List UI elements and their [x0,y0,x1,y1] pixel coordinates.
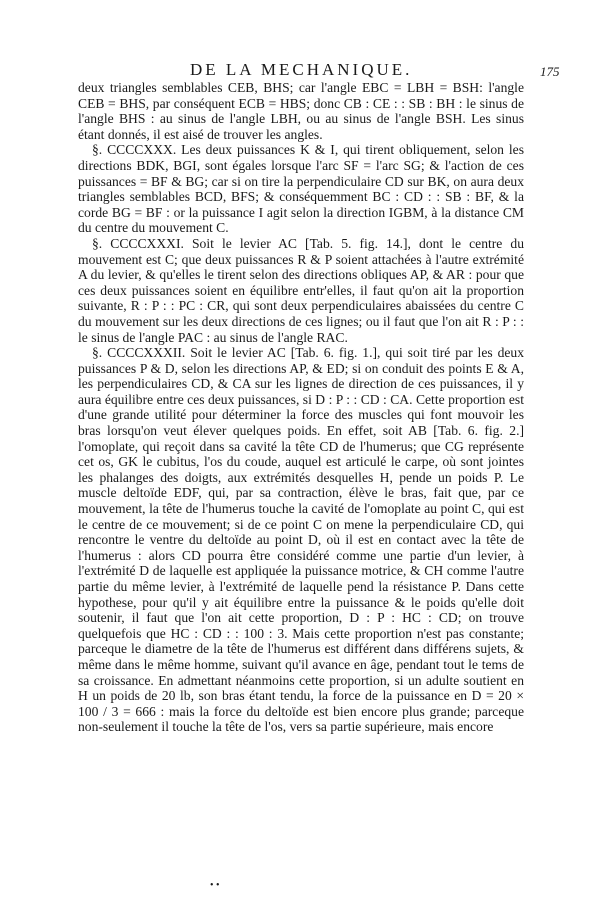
page-number: 175 [540,64,560,79]
paragraph-432: §. CCCCXXXII. Soit le levier AC [Tab. 6. fig. 1.], qui soit tiré par les deux puissances P & D, selon les directions AP, & ED; si on conduit des points E & A, les perpendiculaires CD, & CA sur les lignes de direction de ces puissances, il y aura équilibre entre ces deux puissances, si D : P : : CD : CA. Cette proportion est d'une grande utilité pour déterminer la force des muscles qui font mouvoir les bras lorsqu'on veut élever quelques poids. En effet, soit AB [Tab. 6. fig. 2.] l'omoplate, qui reçoit dans sa cavité la tête CD de l'humerus; que CG représente cet os, GK le cubitus, l'os du coude, auquel est articulé le carpe, où sont jointes les phalanges des doigts, aux extrémités desquelles H, pende un poids P. Le muscle deltoïde EDF, qui, par sa contraction, élève le bras, fait que, par ce mouvement, la tête de l'humerus touche la cavité de l'omoplate au point C, qui est le centre de ce mouvement; si de ce point C on mene la perpendiculaire CD, qui rencontre le ventre du deltoïde au point D, où il est en contact avec la tête de l'humerus : alors CD pourra être considéré comme une partie d'un levier, à l'extrémité D de laquelle est appliquée la puissance motrice, & CH comme l'autre partie du même levier, à l'extrémité de laquelle pend la résistance P. Dans cette hypothese, pour qu'il y ait équilibre entre la puissance & le poids qu'elle doit soutenir, il faut que l'on ait cette proportion, D : P : HC : CD; on trouve quelquefois que HC : CD : : 100 : 3. Mais cette proportion n'est pas constante; parceque le diametre de la tête de l'humerus est différent dans différens sujets, & même dans le même homme, suivant qu'il avance en âge, pendant tout le tems de sa croissance. En admettant néanmoins cette proportion, si un adulte soutient en H un poids de 20 lb, son bras étant tendu, la force de la puissance en D = 20 × 100 / 3 = 666 : mais la force du deltoïde est bien encore plus grande; parceque non-seulement il touche la tête de l'os, vers sa partie supérieure, mais encore [78,345,524,735]
paragraph-430: §. CCCCXXX. Les deux puissances K & I, qui tirent obliquement, selon les directions BDK, BGI, sont égales lorsque l'arc SF = l'arc SG; & l'action de ces puissances = BF & BG; car si on tire la perpendiculaire CD sur BK, on aura deux triangles semblables BCD, BFS; & conséquemment BC : CD : : SB : BF, & la corde BG = BF : or la puissance I agit selon la direction IGBM, à la distance CM du centre du mouvement C. [78,142,524,236]
paragraph-431: §. CCCCXXXI. Soit le levier AC [Tab. 5. fig. 14.], dont le centre du mouvement est C; que deux puissances R & P soient attachées à l'autre extrémité A du levier, & qu'elles le tirent selon des directions obliques AP, & AR : pour que ces deux puissances soient en équilibre entr'elles, il faut qu'on ait la proportion suivante, R : P : : PC : CR, qui sont deux perpendiculaires abaissées du centre C du mouvement sur les deux directions de ces lignes; ou il faut que l'on ait R : P : : le sinus de l'angle PAC : au sinus de l'angle RAC. [78,235,524,345]
printer-mark: • • [210,880,220,891]
paragraph-continuation: deux triangles semblables CEB, BHS; car l'angle EBC = LBH = BSH: l'angle CEB = BHS, par conséquent ECB = HBS; donc CB : CE : : SB : BH : le sinus de l'angle BHS : au sinus de l'angle LBH, ou au sinus de l'angle BSH. Les sinus étant donnés, il est aisé de trouver les angles. [78,80,524,142]
running-title: DE LA MECHANIQUE. [190,60,413,79]
body-text [78,80,524,735]
